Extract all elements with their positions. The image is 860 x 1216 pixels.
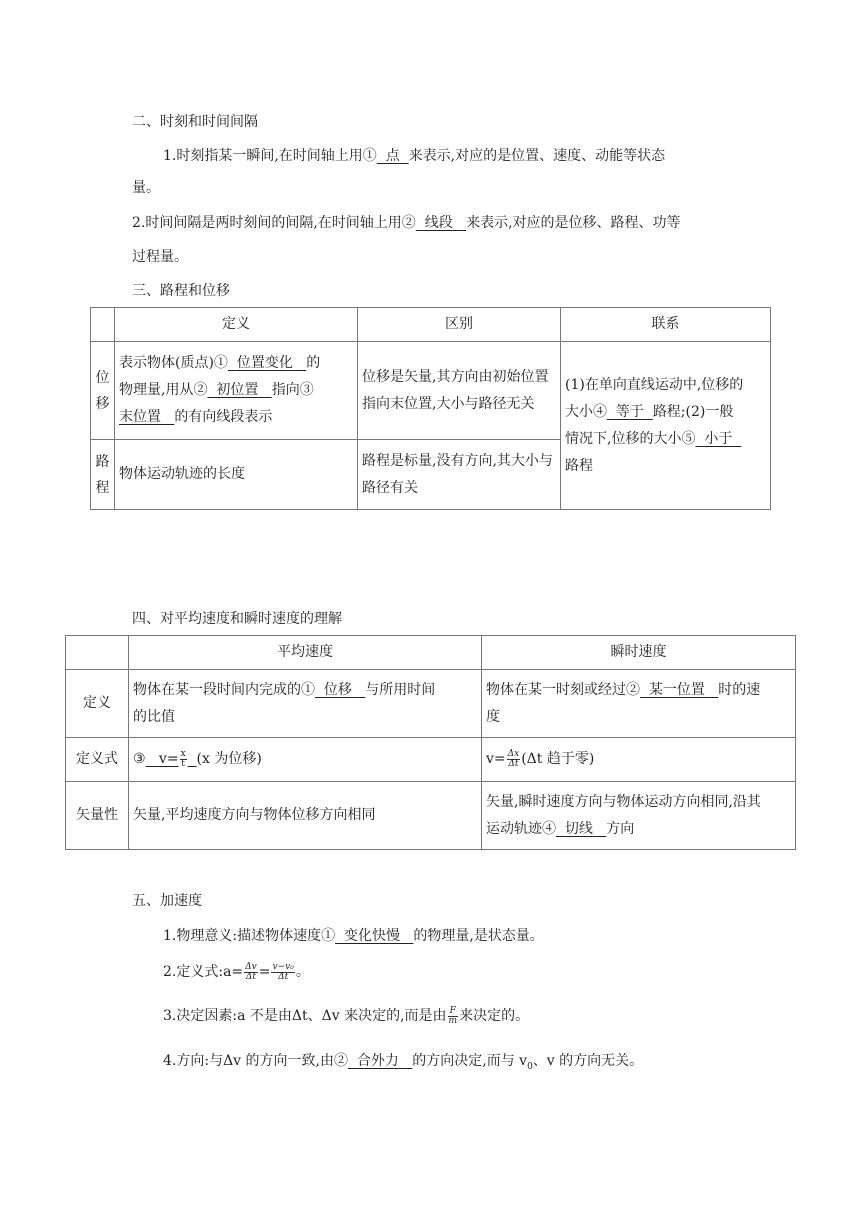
section-heading-3: 三、路程和位移 — [132, 283, 230, 299]
header-cell: 平均速度 — [129, 636, 482, 670]
table-header-row — [66, 636, 796, 670]
corner-cell — [66, 636, 129, 670]
cell-instant: 矢量,瞬时速度方向与物体运动方向相同,沿其 运动轨迹④ 切线 方向 — [482, 782, 796, 850]
cell-difference: 位移是矢量,其方向由初始位置指向末位置,大小与路径无关 — [358, 342, 561, 440]
header-cell: 瞬时速度 — [482, 636, 796, 670]
table-header-row — [91, 308, 771, 342]
header-cell: 联系 — [561, 308, 771, 342]
answer-blank: 合外力 — [356, 1053, 399, 1069]
paragraph-moment-cont: 量。 — [132, 180, 160, 196]
cell-difference: 路程是标量,没有方向,其大小与路径有关 — [358, 440, 561, 510]
answer-blank: 变化快慢 — [343, 928, 400, 944]
text: 1.时刻指某一瞬间,在时间轴上用① — [163, 148, 377, 164]
section-heading-2: 二、时刻和时间间隔 — [132, 114, 258, 130]
paragraph-moment — [163, 146, 665, 166]
text: 来表示,对应的是位置、速度、动能等状态 — [408, 148, 666, 164]
table-row — [91, 342, 771, 440]
cell-instant: 物体在某一时刻或经过② 某一位置 时的速 度 — [482, 670, 796, 738]
section-heading-4: 四、对平均速度和瞬时速度的理解 — [132, 611, 342, 627]
corner-cell — [91, 308, 115, 342]
paragraph-factors: 3.决定因素:a 不是由Δt、Δv 来决定的,而是由 $\frac{F}{m}$ 来决定的。 — [163, 1005, 530, 1026]
table-path-displacement — [90, 307, 771, 510]
paragraph-interval-cont: 过程量。 — [132, 249, 188, 265]
header-cell: 定义 — [115, 308, 358, 342]
cell-relation: (1)在单向直线运动中,位移的 大小④ 等于 路程;(2)一般 情况下,位移的大小⑤ 小于 路程 — [561, 342, 771, 510]
cell-instant: v= $\frac{\Delta x}{\Delta t}$ (Δt 趋于零) — [482, 738, 796, 782]
paragraph-definition: 2.定义式:a= $\frac{\Delta v}{\Delta t}$ = $\frac{\text{v−v₀}}{\Delta t}$ 。 — [163, 961, 310, 982]
table-row — [66, 782, 796, 850]
row-label: 矢量性 — [66, 782, 129, 850]
paragraph-meaning: 1.物理意义:描述物体速度① 变化快慢 的物理量,是状态量。 — [163, 928, 544, 944]
row-label: 定义式 — [66, 738, 129, 782]
row-label: 路程 — [91, 440, 115, 510]
table-velocity — [65, 635, 796, 850]
table-row — [66, 670, 796, 738]
row-label: 位移 — [91, 342, 115, 440]
text: 2.时间间隔是两时刻间的间隔,在时间轴上用② — [132, 215, 416, 231]
cell-average: 矢量,平均速度方向与物体位移方向相同 — [129, 782, 482, 850]
answer-blank: 点 — [385, 148, 400, 164]
paragraph-interval — [132, 213, 681, 233]
text: 来表示,对应的是位移、路程、功等 — [466, 215, 681, 231]
section-heading-5: 五、加速度 — [132, 893, 202, 909]
answer-blank: 线段 — [424, 215, 453, 231]
row-label: 定义 — [66, 670, 129, 738]
cell-average: 物体在某一段时间内完成的① 位移 与所用时间 的比值 — [129, 670, 482, 738]
cell-definition: 表示物体(质点)① 位置变化 的 物理量,用从② 初位置 指向③ 末位置 的有向线段表示 — [115, 342, 358, 440]
cell-definition: 物体运动轨迹的长度 — [115, 440, 358, 510]
table-row — [66, 738, 796, 782]
cell-average: ③ v= $\frac{x}{t}$ (x 为位移) — [129, 738, 482, 782]
header-cell: 区别 — [358, 308, 561, 342]
paragraph-direction: 4.方向:与Δv 的方向一致,由② 合外力 的方向决定,而与 $v_0$、v 的方向无关。 — [163, 1053, 644, 1072]
